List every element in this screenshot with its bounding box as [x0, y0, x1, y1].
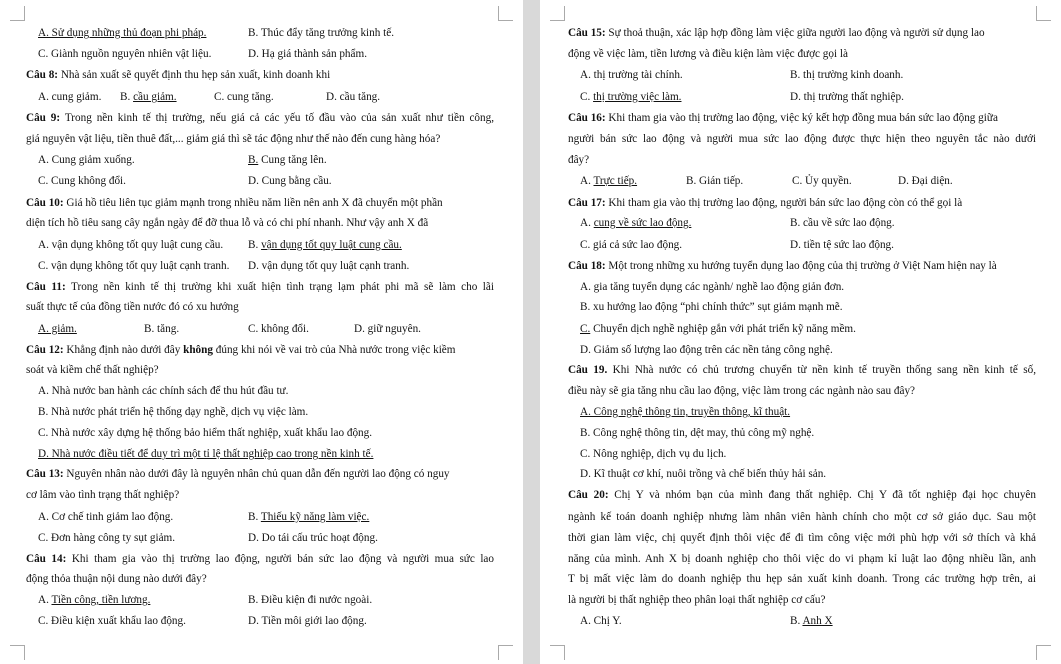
q17-option-a: A. cung về sức lao động.	[580, 217, 692, 229]
q14-option-b: B. Điều kiện đi nước ngoài.	[248, 594, 373, 606]
left-page	[0, 0, 523, 664]
question-20-line4: năng của mình. Anh X bị doanh nghiệp cho thôi việc do vi phạm kỉ luật lao động nhiều lần, anh	[568, 553, 1036, 565]
q20-option-a: A. Chị Y.	[580, 615, 622, 627]
right-page-content	[540, 0, 1061, 664]
q18-option-b: B. xu hướng lao động “phi chính thức” sụt giảm mạnh mẽ.	[580, 301, 843, 313]
q18-option-c: C. Chuyển dịch nghề nghiệp gắn với phát triển kỹ năng mềm.	[580, 323, 856, 335]
q20-option-b: B. Anh X	[790, 615, 833, 627]
q15-option-d: D. thị trường thất nghiệp.	[790, 91, 904, 103]
question-10-line2: diện tích hồ tiêu sang cây ngắn ngày để đỡ thua lỗ và có chi phí nhanh. Như vậy anh X đã	[26, 217, 429, 229]
q11-option-b: B. tăng.	[144, 323, 180, 335]
question-12: Câu 12: Khẳng định nào dưới đây không đúng khi nói về vai trò của Nhà nước trong việc kiềm	[26, 344, 456, 356]
question-15-line2: động về việc làm, tiền lương và điều kiện làm việc được gọi là	[568, 48, 848, 60]
q11-option-a: A. giảm.	[38, 323, 77, 335]
q17-option-c: C. giá cả sức lao động.	[580, 239, 683, 251]
q9-option-c: C. Cung không đổi.	[38, 175, 126, 187]
q17-option-b: B. cầu về sức lao động.	[790, 217, 895, 229]
question-11-line2: suất thực tế của đồng tiền nước đó có xu hướng	[26, 301, 239, 313]
q19-option-d: D. Kĩ thuật cơ khí, nuôi trồng và chế biến thủy hải sản.	[580, 468, 827, 480]
question-18: Câu 18: Một trong những xu hướng tuyển dụng lao động của thị trường ở Việt Nam hiện nay là	[568, 260, 997, 272]
q14-option-c: C. Điều kiện xuất khẩu lao động.	[38, 615, 186, 627]
q16-option-d: D. Đại diện.	[898, 175, 953, 187]
question-13: Câu 13: Nguyên nhân nào dưới đây là nguyên nhân chủ quan dẫn đến người lao động có nguy	[26, 468, 450, 480]
question-20-line5: T bị mất việc làm do doanh nghiệp thu hẹp sản xuất kinh doanh. Trong các trường hợp trên, ai	[568, 573, 1036, 585]
q14-option-d: D. Tiền môi giới lao động.	[248, 615, 367, 627]
q8-option-c: C. cung tăng.	[214, 91, 274, 103]
question-19: Câu 19. Khi Nhà nước có chủ trương chuyển từ nền kinh tế truyền thống sang nền kinh tế số,	[568, 364, 1036, 376]
q8-option-d: D. cầu tăng.	[326, 91, 381, 103]
q16-option-b: B. Gián tiếp.	[686, 175, 744, 187]
q10-option-a: A. vận dụng không tốt quy luật cung cầu.	[38, 239, 224, 251]
question-9: Câu 9: Trong nền kinh tế thị trường, nếu giá cả các yếu tố đầu vào của sản xuất như tiền công,	[26, 112, 494, 124]
q15-option-b: B. thị trường kinh doanh.	[790, 69, 904, 81]
q12-option-a: A. Nhà nước ban hành các chính sách để thu hút đầu tư.	[38, 385, 289, 397]
option-c: C. Giành nguồn nguyên nhiên vật liệu.	[38, 48, 212, 60]
q12-option-d: D. Nhà nước điều tiết để duy trì một tỉ lệ thất nghiệp cao trong nền kinh tế.	[38, 448, 374, 460]
q13-option-c: C. Đơn hàng công ty sụt giảm.	[38, 532, 176, 544]
q11-option-d: D. giữ nguyên.	[354, 323, 421, 335]
q10-option-c: C. vận dụng không tốt quy luật cạnh tranh.	[38, 260, 230, 272]
left-page-content	[0, 0, 523, 664]
q10-option-d: D. vận dụng tốt quy luật cạnh tranh.	[248, 260, 410, 272]
question-16-line2: người bán sức lao động và người mua sức lao động được thực hiện theo nguyên tắc nào dưới	[568, 133, 1036, 145]
question-11: Câu 11: Trong nền kinh tế thị trường khi xuất hiện tình trạng lạm phát phi mã sẽ làm cho lãi	[26, 281, 494, 293]
q8-option-b: B. cầu giảm.	[120, 91, 177, 103]
q15-option-a: A. thị trường tài chính.	[580, 69, 683, 81]
q19-option-b: B. Công nghệ thông tin, dệt may, thủ công mỹ nghệ.	[580, 427, 815, 439]
option-d: D. Hạ giá thành sản phẩm.	[248, 48, 367, 60]
q16-option-a: A. Trực tiếp.	[580, 175, 638, 187]
question-15: Câu 15: Sự thoả thuận, xác lập hợp đồng làm việc giữa người lao động và người sử dụng lao	[568, 27, 985, 39]
q10-option-b: B. vận dụng tốt quy luật cung cầu.	[248, 239, 402, 251]
question-12-line2: soát và kiềm chế thất nghiệp?	[26, 364, 159, 376]
question-9-line2: giá nguyên vật liệu, tiền thuê đất,... giảm giá thì sẽ tác động như thế nào đến cung hàng hóa?	[26, 133, 441, 145]
question-13-line2: cơ lâm vào tình trạng thất nghiệp?	[26, 489, 180, 501]
option-b: B. Thúc đẩy tăng trưởng kinh tế.	[248, 27, 394, 39]
q12-option-b: B. Nhà nước phát triển hệ thống dạy nghề, dịch vụ việc làm.	[38, 406, 309, 418]
q9-option-d: D. Cung bằng cầu.	[248, 175, 332, 187]
question-19-line2: điều này sẽ gia tăng nhu cầu lao động, việc làm trong các ngành nào sau đây?	[568, 385, 916, 397]
question-20: Câu 20: Chị Y và nhóm bạn của mình đang thất nghiệp. Chị Y đã tốt nghiệp đại học chuyên	[568, 489, 1036, 501]
q13-option-a: A. Cơ chế tinh giảm lao động.	[38, 511, 174, 523]
question-14-line2: động thỏa thuận nội dung nào dưới đây?	[26, 573, 207, 585]
q9-option-a: A. Cung giảm xuống.	[38, 154, 135, 166]
question-16: Câu 16: Khi tham gia vào thị trường lao động, việc ký kết hợp đồng mua bán sức lao động giữa	[568, 112, 998, 124]
q11-option-c: C. không đổi.	[248, 323, 309, 335]
q15-option-c: C. thị trường việc làm.	[580, 91, 682, 103]
option-a: A. Sử dụng những thủ đoạn phi pháp.	[38, 27, 207, 39]
question-20-line6: là người bị thất nghiệp theo phân loại thất nghiệp cơ cấu?	[568, 594, 826, 606]
question-17: Câu 17: Khi tham gia vào thị trường lao động, người bán sức lao động còn có thể gọi là	[568, 197, 963, 209]
q8-option-a: A. cung giảm.	[38, 91, 102, 103]
right-page	[540, 0, 1061, 664]
q18-option-a: A. gia tăng tuyển dụng các ngành/ nghề lao động giản đơn.	[580, 281, 845, 293]
q18-option-d: D. Giảm số lượng lao động trên các nền tảng công nghệ.	[580, 344, 833, 356]
q14-option-a: A. Tiền công, tiền lương.	[38, 594, 151, 606]
q13-option-b: B. Thiếu kỹ năng làm việc.	[248, 511, 370, 523]
q17-option-d: D. tiền tệ sức lao động.	[790, 239, 894, 251]
question-20-line2: ngành kế toán doanh nghiệp nhưng làm nhân viên hành chính cho một cơ sở giáo dục. Sau một	[568, 511, 1036, 523]
question-10: Câu 10: Giá hồ tiêu liên tục giảm mạnh trong nhiều năm liền nên anh X đã chuyển một phần	[26, 197, 443, 209]
question-14: Câu 14: Khi tham gia vào thị trường lao động, người bán sức lao động và người mua sức lao	[26, 553, 494, 565]
q19-option-c: C. Nông nghiệp, dịch vụ du lịch.	[580, 448, 727, 460]
q9-option-b: B. Cung tăng lên.	[248, 154, 327, 166]
q19-option-a: A. Công nghệ thông tin, truyền thông, kĩ thuật.	[580, 406, 791, 418]
q16-option-c: C. Ủy quyền.	[792, 175, 852, 187]
question-16-line3: đây?	[568, 154, 590, 166]
question-8: Câu 8: Nhà sản xuất sẽ quyết định thu hẹp sản xuất, kinh doanh khi	[26, 69, 331, 81]
question-20-line3: thời gian làm việc, chị quyết định thôi việc để đi tìm công việc mới phù hợp với sở thích và khả	[568, 532, 1036, 544]
q13-option-d: D. Do tái cấu trúc hoạt động.	[248, 532, 378, 544]
q12-option-c: C. Nhà nước xây dựng hệ thống bảo hiểm thất nghiệp, xuất khẩu lao động.	[38, 427, 373, 439]
